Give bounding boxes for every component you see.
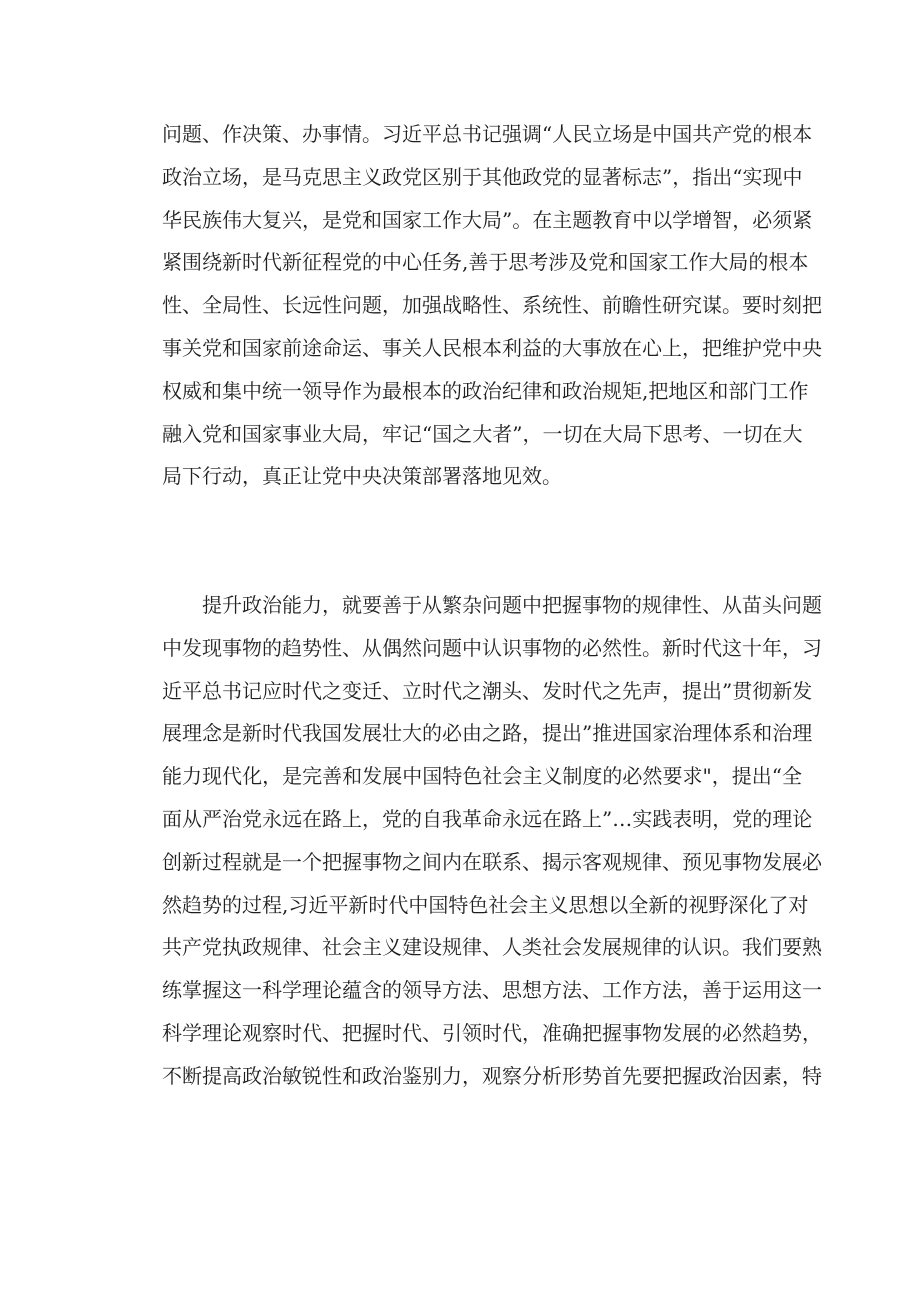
text-line: 展理念是新时代我国发展壮大的必由之路，提出”推进国家治理体系和治理	[162, 721, 813, 746]
body-paragraph-2	[162, 584, 822, 1098]
text-line: 共产党执政规律、社会主义建设规律、人类社会发展规律的认识。我们要熟	[162, 935, 822, 960]
text-line: 科学理论观察时代、把握时代、引领时代，准确把握事物发展的必然趋势，	[162, 1020, 822, 1045]
text-line: 紧围绕新时代新征程党的中心任务,善于思考涉及党和国家工作大局的根本	[162, 250, 809, 275]
text-line: 近平总书记应时代之变迁、立时代之潮头、发时代之先声，提出”贯彻新发	[162, 678, 813, 703]
text-line: 局下行动，真正让党中央决策部署落地见效。	[162, 464, 562, 489]
text-line: 问题、作决策、办事情。习近平总书记强调“人民立场是中国共产党的根本	[162, 122, 813, 146]
text-line: 性、全局性、长远性问题，加强战略性、系统性、前瞻性研究谋。要时刻把	[162, 293, 822, 318]
text-line: 练掌握这一科学理论蕴含的领导方法、思想方法、工作方法，善于运用这一	[162, 978, 822, 1003]
text-line: 创新过程就是一个把握事物之间内在联系、揭示客观规律、预见事物发展必	[162, 849, 822, 874]
text-line: 然趋势的过程,习近平新时代中国特色社会主义思想以全新的视野深化了对	[162, 892, 809, 917]
text-line: 能力现代化，是完善和发展中国特色社会主义制度的必然要求"，提出“全	[162, 764, 802, 789]
text-line: 中发现事物的趋势性、从偶然问题中认识事物的必然性。新时代这十年，习	[162, 635, 822, 660]
text-line: 华民族伟大复兴，是党和国家工作大局”。在主题教育中以学增智，必须紧	[162, 207, 813, 232]
text-line: 提升政治能力，就要善于从繁杂问题中把握事物的规律性、从苗头问题	[202, 593, 822, 617]
text-line: 面从严治党永远在路上，党的自我革命永远在路上”…实践表明，党的理论	[162, 806, 813, 831]
text-line: 融入党和国家事业大局，牢记“国之大者”，一切在大局下思考、一切在大	[162, 421, 803, 446]
body-paragraph-1	[162, 113, 822, 498]
text-line: 政治立场，是马克思主义政党区别于其他政党的显著标志”，指出“实现中	[162, 164, 803, 189]
text-line: 事关党和国家前途命运、事关人民根本利益的大事放在心上，把维护党中央	[162, 335, 822, 360]
text-line: 权威和集中统一领导作为最根本的政治纪律和政治规矩,把地区和部门工作	[162, 378, 809, 403]
text-line: 不断提高政治敏锐性和政治鉴别力，观察分析形势首先要把握政治因素，特	[162, 1063, 822, 1088]
